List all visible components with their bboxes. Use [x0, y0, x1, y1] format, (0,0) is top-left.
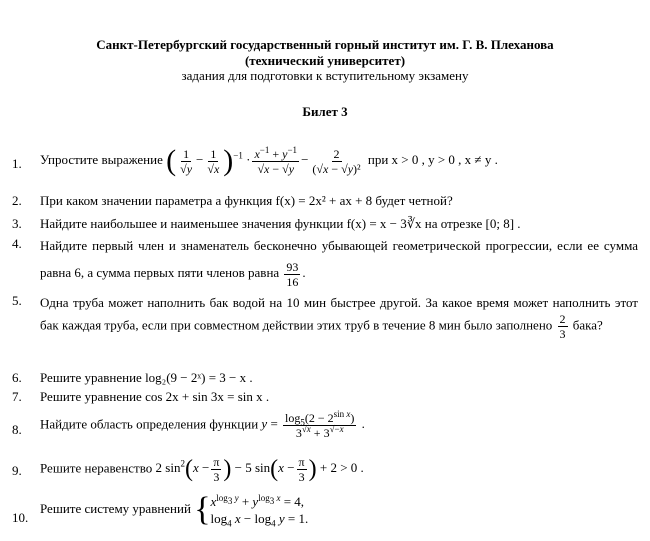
fraction: $\frac{2}{3}$ [559, 312, 566, 341]
task-text: Решите систему уравнений [40, 500, 191, 516]
formula-9: 2 $\sin^2(x$ − $\frac{\pi}{3}$ ) − 5 sin(x − $\frac{\pi}{3}$ ) + 2 > 0 . [155, 455, 364, 484]
task-text: Решите уравнение cos 2x + sin 3x = sin x . [40, 389, 270, 404]
task-number: 10. [12, 510, 29, 525]
university-subtitle: (технический университет) [244, 52, 406, 68]
task-condition: при x > 0 , y > 0 , x ≠ y . [367, 151, 498, 167]
task-number: 9. [12, 463, 22, 478]
task-text: Упростите выражение [40, 151, 163, 167]
institute-name: Санкт-Петербургский государственный горный институт им. Г. В. Плеханова [96, 37, 554, 52]
task-number: 4. [12, 236, 22, 251]
task-text: Найдите область определения функции [40, 416, 259, 432]
task-number: 5. [12, 293, 22, 308]
exam-description: задания для подготовки к вступительному экзамену [181, 68, 469, 83]
task-text: Найдите наибольшее и наименьшее значения функции f(x) = x − 3∛x на отрезке [0; 8] . [40, 216, 521, 231]
task-number: 1. [12, 156, 22, 171]
task-tail: бака? [572, 317, 603, 333]
task-number: 8. [12, 422, 22, 437]
task-text: Решите уравнение log₂(9 − 2ˣ) = 3 − x . [40, 370, 253, 385]
formula-8: y = $\frac{\log_5(2 - 2^{sin x})}{3^{√x} + 3^{√-x}}$ . [261, 409, 365, 440]
task-number: 3. [12, 216, 22, 231]
fraction: $\frac{93}{16}$ [286, 259, 299, 289]
document-header [0, 37, 650, 84]
formula-10: { $x^{log_3 y} + y^{log_3 x} = 4$, $\log_4 x - \log_4 y = 1$. [194, 491, 309, 529]
ticket-title: Билет 3 [302, 104, 348, 119]
task-number: 6. [12, 370, 22, 385]
task-number: 2. [12, 193, 22, 208]
exam-page: Санкт-Петербургский государственный горный институт им. Г. В. Плеханова (технический университет) задания для подготовки к вступительному экзамену Билет 3 1. Упростите выражение ( $\frac{1}{√y}$ − $\frac{1}{√x}$ )$^{-1}$ · $\frac{x^{-1} + y^{-1}}{√x - √y}$ − $\frac{2}{\text{(√x − √y)²}}$ при x > 0 , y > 0 , x ≠ y . 2. При каком значении параметра a функция f(x) = 2x² + ax + 8 будет четной? 3. Найдите наибольшее и наименьшее значения функции f(x) = x − 3∛x на отрезке [0; 8] . 4. Найдите первый член и знаменатель бесконечно убывающей геометрической прогрессии, если ее сумма равна 6, а сумма первых пяти членов равна $\frac{93}{16}$ . 5. Одна труба может наполнить бак водой на 10 мин быстрее другой. За какое время может наполнить этот бак каждая труба, если при совместном действии этих труб в течение 8 мин было заполнено $\frac{2}{3}$ бака? 6. Решите уравнение log₂(9 − 2ˣ) = 3 − x . 7. Решите уравнение cos 2x + sin 3x = sin x . 8. Найдите область определения функции y = $\frac{\log_5(2 - 2^{sin x})}{3^{√x} + 3^{√-x}}$ . 9. Решите неравенство 2 $\sin^2(x$ − $\frac{\pi}{3}$ ) − 5 sin(x − $\frac{\pi}{3}$ ) + 2 > 0 . 10. Решите систему уравнений { $x^{log_3 y} + y^{log_3 x} = 4$, $\log_4 x - \log_4 y = 1$. [0, 0, 650, 541]
task-number: 7. [12, 389, 22, 404]
task-text: Решите неравенство [40, 460, 153, 476]
task-text: При каком значении параметра a функция f(x) = 2x² + ax + 8 будет четной? [40, 193, 453, 208]
task-text: Одна труба может наполнить бак водой на 10 мин быстрее другой. За какое время может наполнить этот бак каждая труба, если при совместном действии этих труб в течение 8 мин было заполнено [40, 295, 638, 333]
task-text: Найдите первый член и знаменатель бесконечно убывающей геометрической прогрессии, если ее сумма равна 6, а сумма первых пяти членов равна [40, 238, 638, 280]
formula-1: ( $\frac{1}{√y}$ − $\frac{1}{√x}$ )$^{-1}$ · $\frac{x^{-1} + y^{-1}}{√x - √y}$ − $\frac{2}{\text{(√x − √y)²}}$ [166, 144, 361, 177]
